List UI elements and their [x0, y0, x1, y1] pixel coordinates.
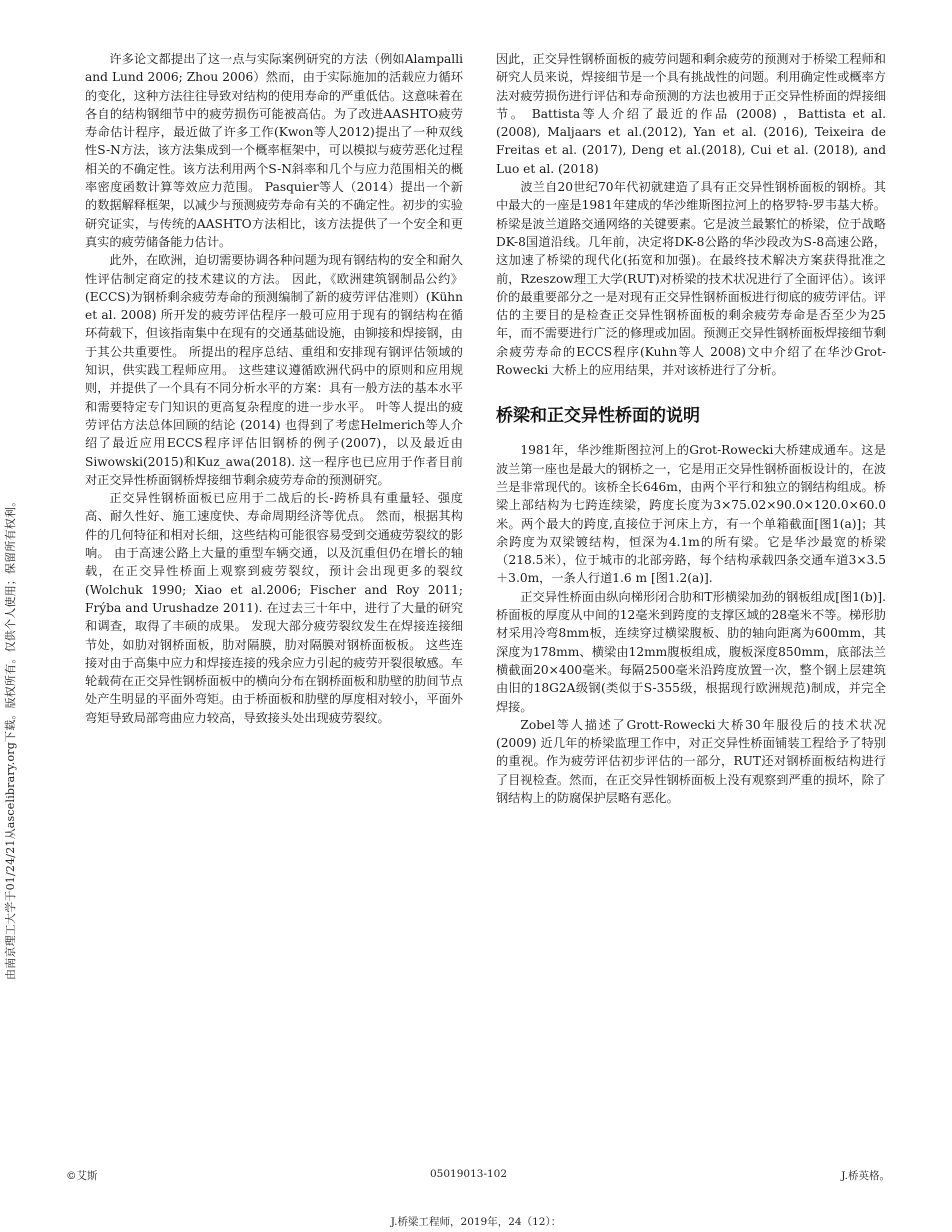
footer-copyright: ©艾斯: [66, 1170, 98, 1182]
paragraph: 正交异性钢桥面板已应用于二战后的长-跨桥具有重量轻、强度高、耐久性好、施工速度快、寿命周期经济等优点。 然而，根据其构件的几何特征和相对长细，这些结构可能很容易受到交通疲劳裂纹的影响。 由于高速公路上大量的重型车辆交通，以及沉重但仍在增长的轴载，在正交异性桥面上观察到疲劳裂纹，预计会出现更多的裂纹(Wolchuk 1990; Xiao et al.2006; Fischer and Roy 2011; Frýba and Urushadze 2011). 在过去三十年中，进行了大量的研究和调查，取得了丰硕的成果。 发现大部分疲劳裂纹发生在焊接连接细节处，如肋对钢桥面板，肋对隔膜，肋对隔膜对钢桥面板板。 这些连接对由于高集中应力和焊接连接的残余应力引起的疲劳开裂很敏感。车轮载荷在正交异性钢桥面板中的横向分布在钢桥面板和肋壁的肋间节点处产生明显的平面外弯矩。由于桥面板和肋壁的厚度相对较小，平面外弯矩导致局部弯曲应力较高，导致接头处出现疲劳裂纹。: [85, 491, 463, 725]
paragraph: 1981年，华沙维斯图拉河上的Grot-Rowecki大桥建成通车。这是波兰第一座也是最大的钢桥之一，它是用正交异性钢桥面板设计的，在波兰是非常现代的。该桥全长646m，由两个平行和独立的钢结构组成。桥梁上部结构为七跨连续梁，跨度长度为3×75.02×90.0×120.0×60.0米。两个最大的跨度,直接位于河床上方，有一个单箱截面[图1(a)]；其余跨度为双梁镀结构，恒深为4.1m的所有梁。它是华沙最宽的桥梁（218.5米），位于城市的北部旁路，每个结构承载四条交通车道3×3.5＋3.0m，一条人行道1.6 m [图1.2(a)].: [496, 443, 886, 586]
footer-article-id: 05019013-102: [430, 1168, 508, 1180]
paragraph: 正交异性桥面由纵向梯形闭合肋和T形横梁加劲的钢板组成[图1(b)].桥面板的厚度从中间的12毫米到跨度的支撑区域的28毫米不等。梯形肋材采用冷弯8mm板，连续穿过横梁腹板、肋的轴向距离为600mm，其深度为178mm、横梁由12mm腹板组成，腹板深度850mm，底部法兰横截面20×400毫米。每隔2500毫米沿跨度放置一次，整个钢上层建筑由旧的18G2A级钢(类似于S-355级，根据现行欧洲规范)制成，并完全焊接。: [496, 589, 886, 714]
download-notice: 由南京理工大学于01/24/21从ascelibrary.org下载。版权所有。仅供个人使用；保留所有权利。: [4, 495, 17, 980]
paragraph: 因此，正交异性钢桥面板的疲劳问题和剩余疲劳的预测对于桥梁工程师和研究人员来说，焊接细节是一个具有挑战性的问题。利用确定性或概率方法对疲劳损伤进行评估和寿命预测的方法也被用于正交异性桥面的焊接细节。 Battista等人介绍了最近的作品 (2008) ，Battista et al. (2008), Maljaars et al.(2012), Yan et al. (2016), Teixeira de Freitas et al. (2017), Deng et al.(2018), Cui et al. (2018), and Luo et al. (2018): [496, 52, 886, 176]
paragraph: Zobel等人描述了Grott-Rowecki大桥30年服役后的技术状况(2009) 近几年的桥梁监理工作中，对正交异性桥面铺装工程给予了特别的重视。作为疲劳评估初步评估的一部分，RUT还对钢桥面板结构进行了目视检查。然而，在正交异性钢桥面板上没有观察到严重的损坏，除了钢结构上的防腐保护层略有恶化。: [496, 717, 886, 805]
left-column: [85, 50, 463, 727]
right-column: [496, 50, 886, 807]
citation-line: J.桥梁工程师，2019年，24（12）：: [390, 1216, 562, 1228]
section-heading: 桥梁和正交异性桥面的说明: [496, 406, 700, 427]
paragraph: 此外，在欧洲，迫切需要协调各种问题为现有钢结构的安全和耐久性评估制定商定的技术建议的方法。 因此，《欧洲建筑钢制品公约》(ECCS)为钢桥剩余疲劳寿命的预测编制了新的疲劳评估准则）(Kühn et al. 2008) 所开发的疲劳评估程序一般可应用于现有的钢结构在循环荷载下，但该指南集中在现有的交通基础设施，由铆接和焊接钢，由于其公共重要性。 所提出的程序总结、重组和安排现有钢评估领域的知识，供实践工程师应用。 这些建议遵循欧洲代码中的原则和应用规则，并提供了一个具有不同分析水平的方案：具有一般方法的基本水平和需要特定专门知识的更高复杂程度的进一步水平。 叶等人提出的疲劳评估方法总体回顾的结论 (2014) 也得到了考虑Helmerich等人介绍了最近应用ECCS程序评估旧钢桥的例子(2007)，以及最近由Siwowski(2015)和Kuz_awa(2018). 这一程序也已应用于作者目前对正交异性桥面钢桥焊接细节剩余疲劳寿命的预测研究。: [85, 253, 463, 487]
paragraph: 波兰自20世纪70年代初就建造了具有正交异性钢桥面板的钢桥。其中最大的一座是1981年建成的华沙维斯图拉河上的格罗特-罗韦基大桥。桥梁是波兰道路交通网络的关键要素。它是波兰最繁忙的桥梁，位于战略DK-8国道沿线。几年前，决定将DK-8公路的华沙段改为S-8高速公路，这加速了桥梁的现代化(拓宽和加强)。在最终技术解决方案获得批准之前，Rzeszow理工大学(RUT)对桥梁的技术状况进行了全面评估）。该评价的最重要部分之一是对现有正交异性钢桥面板进行彻底的疲劳评估。评估的主要目的是检查正交异性钢桥面板的剩余疲劳寿命是否至少为25年，而不需要进行广泛的修理或加固。预测正交异性钢桥面板焊接细节剩余疲劳寿命的ECCS程序(Kuhn等人 2008)文中介绍了在华沙Grot-Rowecki 大桥上的应用结果，并对该桥进行了分析。: [496, 180, 886, 378]
paragraph: 许多论文都提出了这一点与实际案例研究的方法（例如Alampalli and Lund 2006; Zhou 2006）然而，由于实际施加的活载应力循环的变化，这种方法往往导致对结构的使用寿命的严重低估。这意味着在各自的结构钢细节中的疲劳损伤可能被高估。为了改进AASHTO疲劳寿命估计程序，最近做了许多工作(Kwon等人2012)提出了一种双线性S-N方法，该方法集成到一个概率框架中，可以模拟与疲劳恶化过程相关的不确定性。该方法利用两个S-N斜率和几个与应力范围相关的概率密度函数计算等效应力范围。 Pasquier等人（2014）提出一个新的数据解释框架，以减少与预测疲劳寿命有关的不确定性。初步的实验研究证实，与传统的AASHTO方法相比，该方法提供了一个安全和更真实的疲劳储备能力估计。: [85, 52, 463, 249]
footer-journal: J.桥英格。: [841, 1170, 890, 1182]
